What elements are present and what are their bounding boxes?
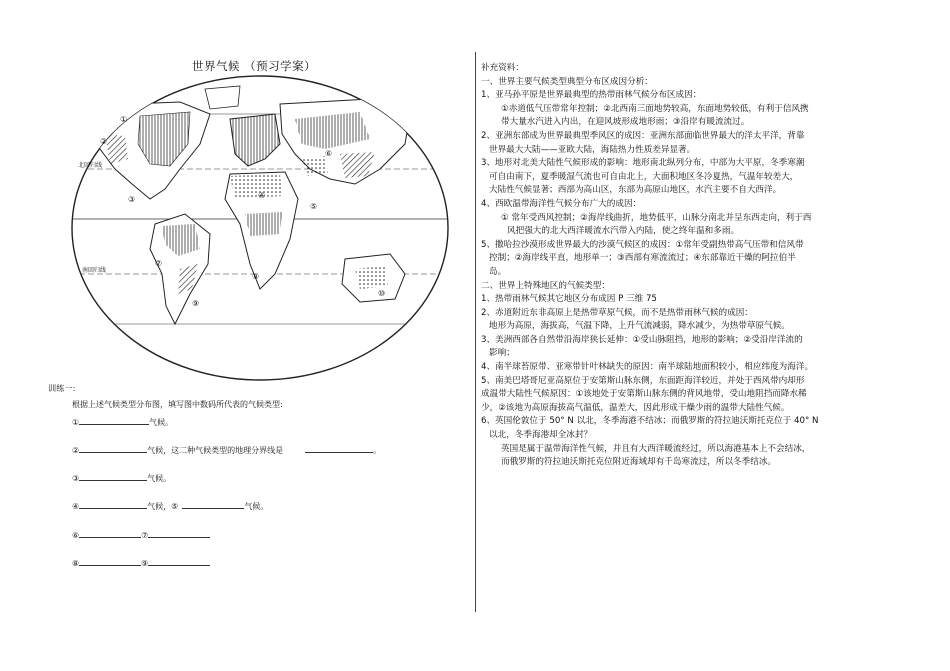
map-side-label-south: 南回归线 [82,267,107,274]
map-label-10: ⑩ [378,289,386,298]
supplement-line: 5、南美巴塔哥尼亚高原位于安第斯山脉东侧，东面距海洋较近，并处于西风带内却形 [481,375,805,386]
map-label-6: ⑥ [325,149,333,158]
map-label-2: ② [100,137,108,146]
supplement-line: 二、世界上特殊地区的气候类型： [481,280,610,291]
answer-blank[interactable] [182,499,244,509]
supplement-line: 1、热带雨林气候其它地区分布成因 P 三维 75 [481,294,657,305]
supplement-line: 2、亚洲东部成为世界最典型季风区的成因：亚洲东部面临世界最大的洋太平洋，背靠 [481,130,805,141]
supplement-line: 世界最大大陆——亚欧大陆，海陆热力性质差异显著。 [489,144,696,155]
supplement-line: 一、世界主要气候类型典型分布区成因分析： [481,76,653,87]
exercise-line-6: ⑧ ⑨ [72,556,210,568]
exercise-title: 训练一: [48,383,76,393]
supplement-line: 少，②该地为高原海拔高气温低，温差大，因此形成干燥少雨的温带大陆性气候。 [481,402,790,413]
supplement-line: 地形为高原，海拔高，气温下降，上升气流减弱，降水减少，为热带草原气候。 [489,321,790,332]
column-divider [475,52,476,612]
answer-blank[interactable] [79,443,147,453]
supplement-line: 补充资料： [481,63,524,73]
map-label-4: ④ [258,191,266,200]
answer-blank[interactable] [79,528,141,538]
exercise-line-5: ⑥ ⑦ [72,528,210,540]
supplement-line: 而俄罗斯的符拉迪沃斯托克位附近海域却有千岛寒流过，所以冬季结冰。 [501,457,777,468]
supplement-line: 5、撒哈拉沙漠形成世界最大的沙漠气候区的成因：①常年受副热带高气压带和信风带 [481,239,804,250]
supplement-line: 岛。 [489,266,507,277]
map-side-label-north: 北回归线 [78,162,103,169]
answer-blank[interactable] [79,471,147,481]
answer-blank[interactable] [305,443,373,453]
exercise-line-1: ① 气候。 [72,415,173,428]
supplement-line: 英国是属于温带海洋性气候，并且有大西洋暖流经过，所以海港基本上不会结冰， [501,443,811,454]
map-label-8: ⑧ [252,272,260,281]
supplement-line: 带大量水汽进入内出，在迎风坡形成地形雨；③沿岸有暖流流过。 [501,117,750,128]
supplement-line: 3、地形对北美大陆性气候形成的影响：地形南北纵列分布，中部为大平原，冬季寒潮 [481,158,805,169]
supplement-line: 成温带大陆性气候原因：①该地处于安第斯山脉东侧的背风地带，受山地阻挡而降水稀 [481,389,807,400]
map-label-5: ⑤ [310,202,318,211]
world-climate-map [70,74,450,382]
exercise-line-2: ② 气候，这二种气候类型的地理分界线是 。 [72,443,381,456]
supplement-line: ① 常年受西风控制；②海岸线曲折，地势低平，山脉分南北并呈东西走向，利于西 [501,212,812,223]
exercise-line-4: ④ 气候，⑤ 气候。 [72,499,268,512]
answer-blank[interactable] [79,499,147,509]
supplement-line: 4、南半球苔原带、亚寒带针叶林缺失的原因：南半球陆地面积较小，相应纬度为海洋。 [481,362,814,373]
supplement-line: 大陆性气候显著；西部为高山区，东部为高原山地区，水汽主要不自大西洋。 [489,185,782,196]
supplement-line: 可自由南下，夏季暖湿气流也可自由北上，大面积地区冬冷夏热，气温年较差大， [489,171,799,182]
supplement-line: 控制；②海岸线平直，地形单一；③西部有寒流流过；④东部靠近干燥的阿拉伯半 [489,253,796,264]
supplement-line: 3、美洲西部各自然带沿海岸狭长延伸：①受山脉阻挡，地形的影响；②受沿岸洋流的 [481,334,803,345]
exercise-line-3: ③ 气候。 [72,471,171,484]
supplement-line: 影响； [489,348,515,359]
supplement-line: 风把强大的北大西洋暖流水汽带入内陆，使之终年温和多雨。 [507,226,740,237]
page-title: 世界气候 （预习学案） [192,59,317,73]
supplement-line: 2、赤道附近东非高原上是热带草原气候，而不是热带雨林气候的成因： [481,307,753,318]
supplement-text [481,62,921,470]
supplement-line: 以北，冬季海港却全冰封？ [489,430,593,441]
supplement-line: 4、西欧温带海洋性气候分布广大的成因： [481,198,642,209]
supplement-line: 6、英国伦敦位于 50° N 以北，冬季海港不结冰；而俄罗斯的符拉迪沃斯托克位于 40° N [481,416,819,427]
exercise-instruction: 根据上述气候类型分布图，填写图中数码所代表的气候类型: [72,400,283,409]
answer-blank[interactable] [79,556,141,566]
supplement-line: 1、亚马孙平原是世界最典型的热带雨林气候分布区成因： [481,90,702,101]
answer-blank[interactable] [148,556,210,566]
supplement-line: ①赤道低气压带常年控制；②北西南三面地势较高，东面地势较低，有利于信风携 [501,103,809,114]
answer-blank[interactable] [79,415,149,425]
map-label-9: ⑨ [192,299,200,308]
map-label-1: ① [120,115,128,124]
answer-blank[interactable] [148,528,210,538]
map-label-3: ③ [128,195,136,204]
map-label-7: ⑦ [155,259,163,268]
